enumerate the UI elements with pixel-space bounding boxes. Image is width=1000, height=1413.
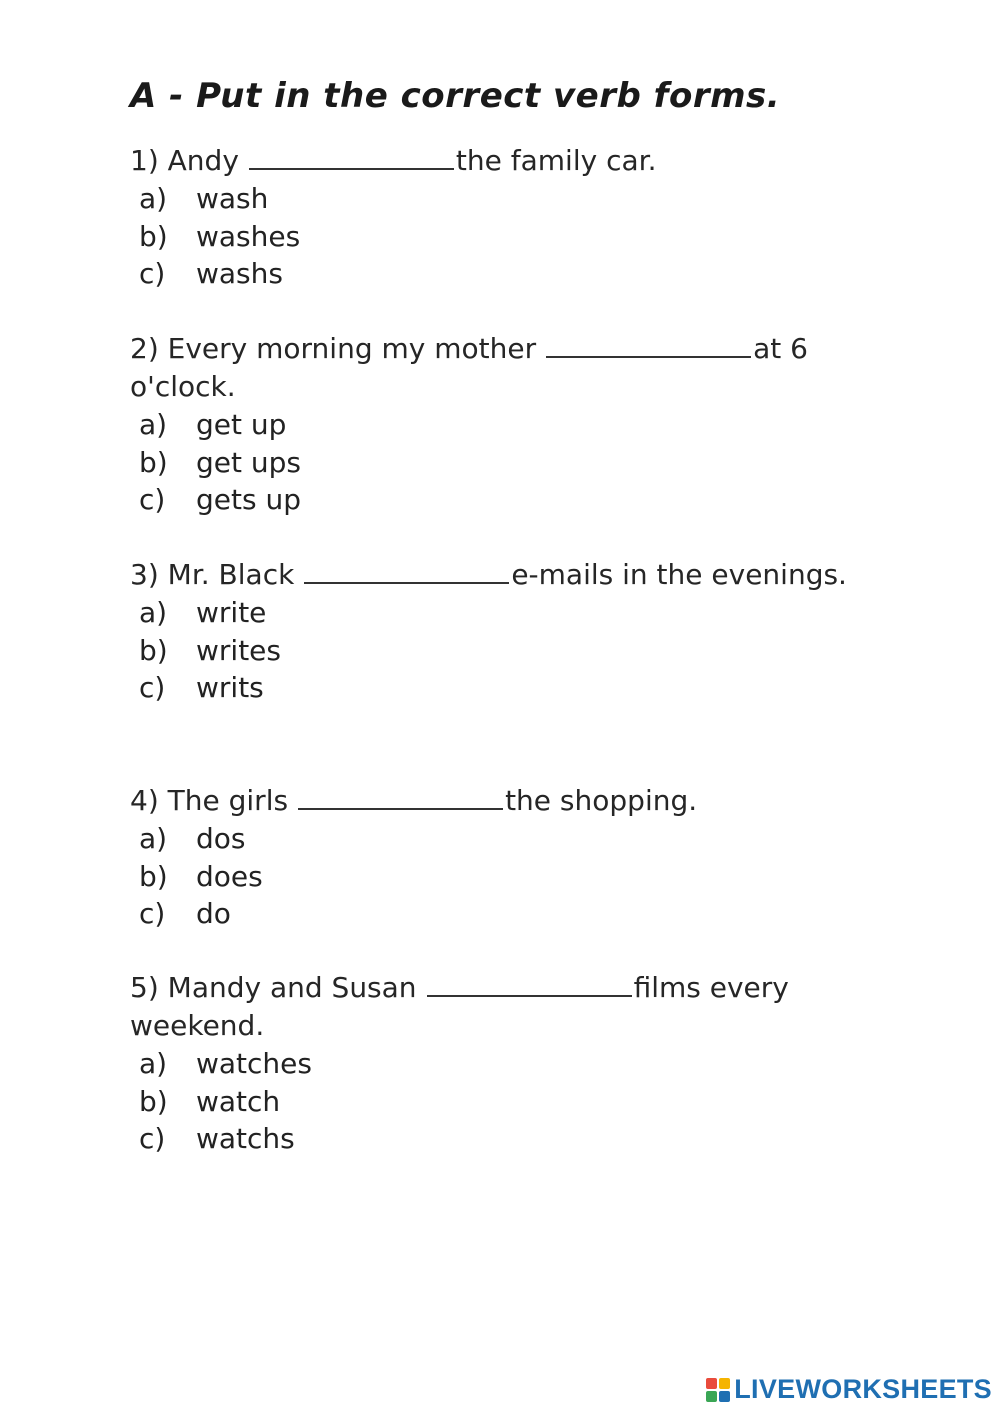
option-letter: a) <box>139 182 168 215</box>
logo-square-3 <box>706 1391 717 1402</box>
question-text-after: the family car. <box>455 144 657 177</box>
option-text: does <box>196 859 263 893</box>
option-a[interactable] <box>130 820 890 858</box>
question-number: 4) <box>130 784 159 817</box>
question-text-before: Mr. Black <box>167 558 295 591</box>
option-letter: c) <box>139 483 166 516</box>
question-stem <box>130 556 890 594</box>
worksheet-title: A - Put in the correct verb forms. <box>130 76 781 116</box>
option-b[interactable] <box>130 1083 890 1121</box>
question-5 <box>130 969 890 1158</box>
option-c[interactable] <box>130 895 890 933</box>
option-letter: a) <box>139 596 168 629</box>
options-list <box>130 1045 890 1158</box>
liveworksheets-logo-icon <box>706 1378 730 1402</box>
option-letter: c) <box>139 257 166 290</box>
question-text-before: The girls <box>167 784 289 817</box>
answer-blank[interactable] <box>546 330 751 358</box>
liveworksheets-brand-text: LIVEWORKSHEETS <box>734 1374 992 1404</box>
question-text-before: Mandy and Susan <box>167 971 417 1004</box>
question-stem <box>130 782 890 820</box>
option-text: watchs <box>196 1122 295 1155</box>
question-text-after: e-mails in the evenings. <box>511 558 847 591</box>
question-text-after: films every weekend. <box>130 971 789 1042</box>
question-number: 3) <box>130 558 159 591</box>
option-text: writs <box>196 671 264 704</box>
option-letter: b) <box>139 1084 168 1118</box>
option-a[interactable] <box>130 594 890 632</box>
logo-square-2 <box>719 1378 730 1389</box>
answer-blank[interactable] <box>249 142 454 170</box>
option-letter: b) <box>139 859 168 893</box>
question-1 <box>130 142 890 293</box>
option-a[interactable] <box>130 406 890 444</box>
option-letter: a) <box>139 822 168 855</box>
question-text-after: at 6 o'clock. <box>130 332 808 403</box>
answer-blank[interactable] <box>298 782 503 810</box>
option-b[interactable] <box>130 444 890 482</box>
question-stem <box>130 142 890 180</box>
option-c[interactable] <box>130 255 890 293</box>
option-letter: b) <box>139 445 168 479</box>
option-text: washes <box>196 219 301 253</box>
option-text: write <box>196 596 267 629</box>
option-text: dos <box>196 822 246 855</box>
option-text: get up <box>196 408 287 441</box>
option-letter: a) <box>139 408 168 441</box>
option-letter: c) <box>139 897 166 930</box>
option-text: watch <box>196 1084 281 1118</box>
options-list <box>130 180 890 293</box>
option-c[interactable] <box>130 1120 890 1158</box>
options-list <box>130 594 890 707</box>
option-text: writes <box>196 633 281 667</box>
option-letter: c) <box>139 671 166 704</box>
option-text: do <box>196 897 231 930</box>
answer-blank[interactable] <box>304 556 509 584</box>
option-c[interactable] <box>130 481 890 519</box>
option-b[interactable] <box>130 858 890 896</box>
option-c[interactable] <box>130 669 890 707</box>
question-stem <box>130 969 890 1045</box>
logo-square-4 <box>719 1391 730 1402</box>
option-letter: a) <box>139 1047 168 1080</box>
options-list <box>130 406 890 519</box>
option-a[interactable] <box>130 1045 890 1083</box>
question-text-before: Andy <box>167 144 239 177</box>
option-b[interactable] <box>130 218 890 256</box>
question-stem <box>130 330 890 406</box>
question-text-before: Every morning my mother <box>167 332 537 365</box>
option-text: washs <box>196 257 283 290</box>
option-text: wash <box>196 182 269 215</box>
answer-blank[interactable] <box>427 969 632 997</box>
option-text: get ups <box>196 445 301 479</box>
option-letter: b) <box>139 633 168 667</box>
question-2 <box>130 330 890 519</box>
question-number: 5) <box>130 971 159 1004</box>
liveworksheets-brand <box>706 1374 992 1405</box>
option-letter: c) <box>139 1122 166 1155</box>
question-number: 1) <box>130 144 159 177</box>
question-number: 2) <box>130 332 159 365</box>
logo-square-1 <box>706 1378 717 1389</box>
question-4 <box>130 782 890 933</box>
option-letter: b) <box>139 219 168 253</box>
options-list <box>130 820 890 933</box>
option-b[interactable] <box>130 632 890 670</box>
question-3 <box>130 556 890 707</box>
option-text: watches <box>196 1047 312 1080</box>
option-a[interactable] <box>130 180 890 218</box>
option-text: gets up <box>196 483 301 516</box>
question-text-after: the shopping. <box>505 784 698 817</box>
